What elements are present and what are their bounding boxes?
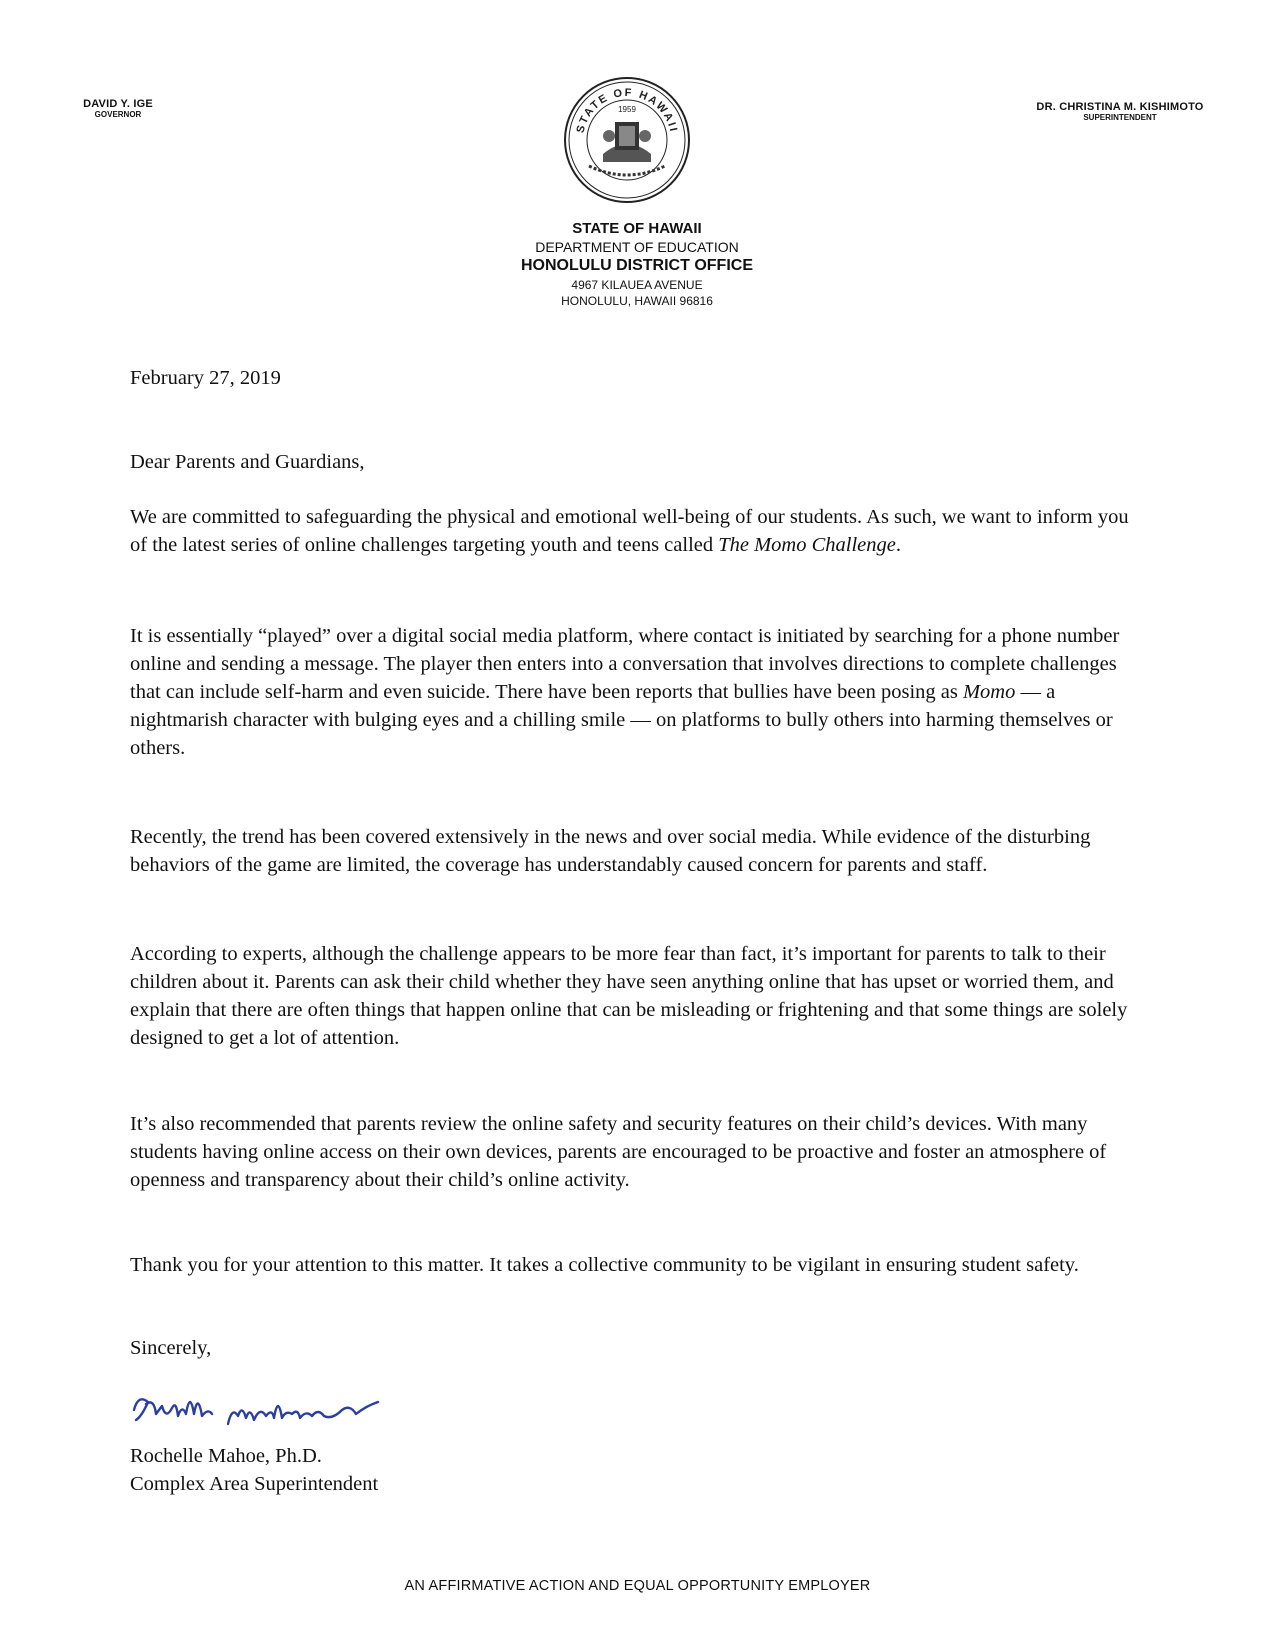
letterhead-address-line2: HONOLULU, HAWAII 96816 [561,294,713,309]
seal-year: 1959 [618,105,636,114]
letterhead [437,220,837,309]
paragraph-2-end: — a nightmarish character with bulging eyes and a chilling smile — on platforms to bully others into harming themselves or others. [130,681,1113,759]
momo-name: Momo [962,681,1016,703]
letter-date: February 27, 2019 [130,367,281,389]
governor-block [78,98,158,119]
paragraph-2-text: It is essentially “played” over a digital social media platform, where contact is initiated by searching for a phone number online and sending a message. The player then enters into a conversation that involves directions to complete challenges that can include self-harm and even suicide. There have been reports that bullies have been posing as [130,625,1120,703]
letterhead-address-line1: 4967 KILAUEA AVENUE [571,278,703,293]
paragraph-1-text: We are committed to safeguarding the physical and emotional well-being of our students. As such, we want to inform you of the latest series of online challenges targeting youth and teens called [130,506,1129,556]
signature-icon [128,1380,398,1440]
footer: AN AFFIRMATIVE ACTION AND EQUAL OPPORTUNITY EMPLOYER [404,1578,871,1594]
paragraph-3: Recently, the trend has been covered extensively in the news and over social media. While evidence of the disturbing behaviors of the game are limited, the coverage has understandably caused concern for parents and staff. [130,826,1091,876]
paragraph-2 [130,622,1130,762]
superintendent-title: SUPERINTENDENT [1083,113,1157,122]
superintendent-name: DR. CHRISTINA M. KISHIMOTO [1036,101,1204,113]
paragraph-5: It’s also recommended that parents review the online safety and security features on their child’s devices. With many students having online access on their own devices, parents are encouraged to be proactive and foster an atmosphere of openness and transparency about their child’s online activity. [130,1113,1107,1191]
superintendent-block [1025,101,1215,122]
seal-top-text: STATE OF HAWAII [574,86,680,135]
governor-title: GOVERNOR [94,110,142,119]
signer-name: Rochelle Mahoe, Ph.D. [130,1445,322,1467]
letterhead-department: DEPARTMENT OF EDUCATION [535,238,739,255]
state-seal-icon [563,76,691,204]
salutation: Dear Parents and Guardians, [130,451,365,473]
letterhead-office: HONOLULU DISTRICT OFFICE [521,257,753,275]
paragraph-1 [130,503,1130,559]
letterhead-state: STATE OF HAWAII [572,220,702,237]
paragraph-4: According to experts, although the challenge appears to be more fear than fact, it’s important for parents to talk to their children about it. Parents can ask their child whether they have seen anything online that has upset or worried them, and explain that there are often things that happen online that can be misleading or frightening and that some things are solely designed to get a lot of attention. [130,943,1128,1049]
closing: Sincerely, [130,1337,212,1359]
challenge-name: The Momo Challenge [718,534,896,556]
signer-title: Complex Area Superintendent [130,1473,379,1495]
governor-name: DAVID Y. IGE [83,98,153,110]
paragraph-6: Thank you for your attention to this matter. It takes a collective community to be vigilant in ensuring student safety. [130,1254,1079,1276]
paragraph-1-end: . [895,534,902,556]
